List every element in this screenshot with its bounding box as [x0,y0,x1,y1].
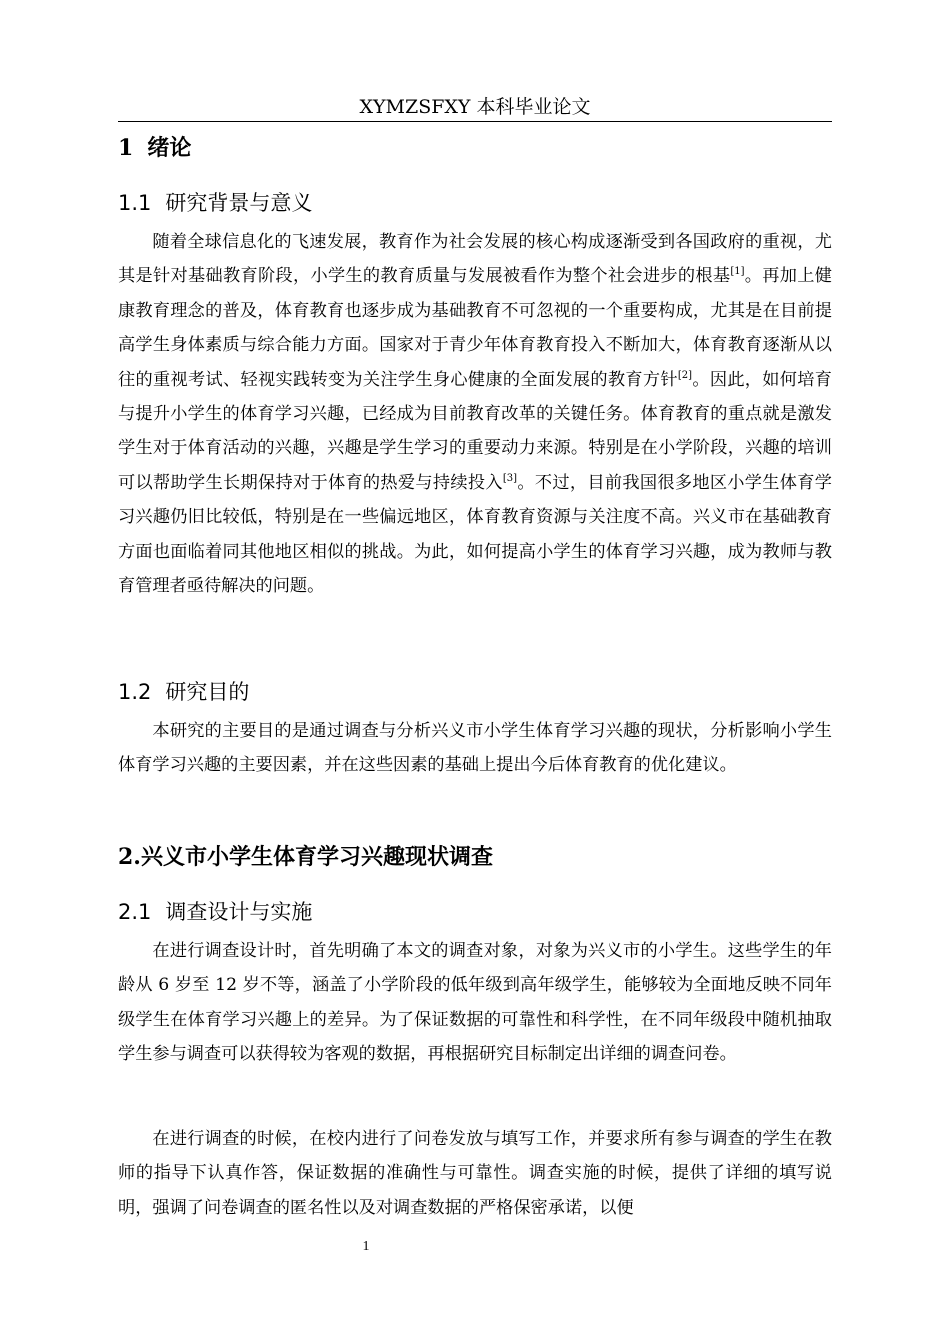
paragraph-survey-implementation: 在进行调查的时候，在校内进行了问卷发放与填写工作，并要求所有参与调查的学生在教师的指导下认真作答，保证数据的准确性与可靠性。调查实施的时候，提供了详细的填写说明，强调了问卷调查的匿名性以及对调查数据的严格保密承诺，以便 [118,1129,832,1218]
section-2-1-title: 调查设计与实施 [165,900,313,924]
section-1-title: 绪论 [147,135,192,161]
section-1-2-title: 研究目的 [165,680,250,704]
paragraph-text: 随着全球信息化的飞速发展，教育作为社会发展的核心构成逐渐受到各国政府的重视，尤其是针对基础教育阶段，小学生的教育质量与发展被看作为整个社会进步的根基 [118,232,832,287]
section-1-1-number: 1.1 [118,191,152,215]
header-rule [118,121,832,122]
section-1-heading [118,133,191,163]
paragraph-text: 。不过，目前我国很多地区小学生体育学习兴趣仍旧比较低，特别是在一些偏远地区，体育教育资源与关注度不高。兴义市在基础教育方面也面临着同其他地区相似的挑战。为此，如何提高小学生的体育学习兴趣，成为教师与教育管理者亟待解决的问题。 [118,472,832,597]
section-1-1-title: 研究背景与意义 [165,191,313,215]
section-1-number: 1 [118,135,134,161]
section-1-2-heading [118,677,249,707]
section-1-1-heading [118,188,312,218]
section-2-1-heading [118,897,312,927]
citation-2: [2] [677,369,693,381]
page-number: 1 [362,1239,370,1254]
paragraph-text: 。因此，如何培育与提升小学生的体育学习兴趣，已经成为目前教育改革的关键任务。体育教育的重点就是激发学生对于体育活动的兴趣，兴趣是学生学习的重要动力来源。特别是在小学阶段，兴趣的培训可以帮助学生长期保持对于体育的热爱与持续投入 [118,369,832,493]
citation-1: [1] [730,266,745,278]
section-1-2-number: 1.2 [118,680,152,704]
section-2-1-number: 2.1 [118,900,152,924]
paragraph-text: 。再加上健康教育理念的普及，体育教育也逐步成为基础教育不可忽视的一个重要构成，尤其是在目前提高学生身体素质与综合能力方面。国家对于青少年体育教育投入不断加大，体育教育逐渐从以往的重视考试、轻视实践转变为关注学生身心健康的全面发展的教育方针 [118,266,832,390]
paragraph-survey-design: 在进行调查设计时，首先明确了本文的调查对象，对象为兴义市的小学生。这些学生的年龄从 6 岁至 12 岁不等，涵盖了小学阶段的低年级到高年级学生，能够较为全面地反映不同年级学生在体育学习兴趣上的差异。为了保证数据的可靠性和科学性，在不同年级段中随机抽取学生参与调查可以获得较为客观的数据，再根据研究目标制定出详细的调查问卷。 [118,941,832,1065]
paragraph-background [118,225,832,603]
page-header: XYMZSFXY 本科毕业论文 [359,96,591,118]
citation-3: [3] [502,472,518,484]
section-2-heading: 2.兴义市小学生体育学习兴趣现状调查 [118,844,493,870]
paragraph-purpose: 本研究的主要目的是通过调查与分析兴义市小学生体育学习兴趣的现状，分析影响小学生体育学习兴趣的主要因素，并在这些因素的基础上提出今后体育教育的优化建议。 [118,721,832,776]
